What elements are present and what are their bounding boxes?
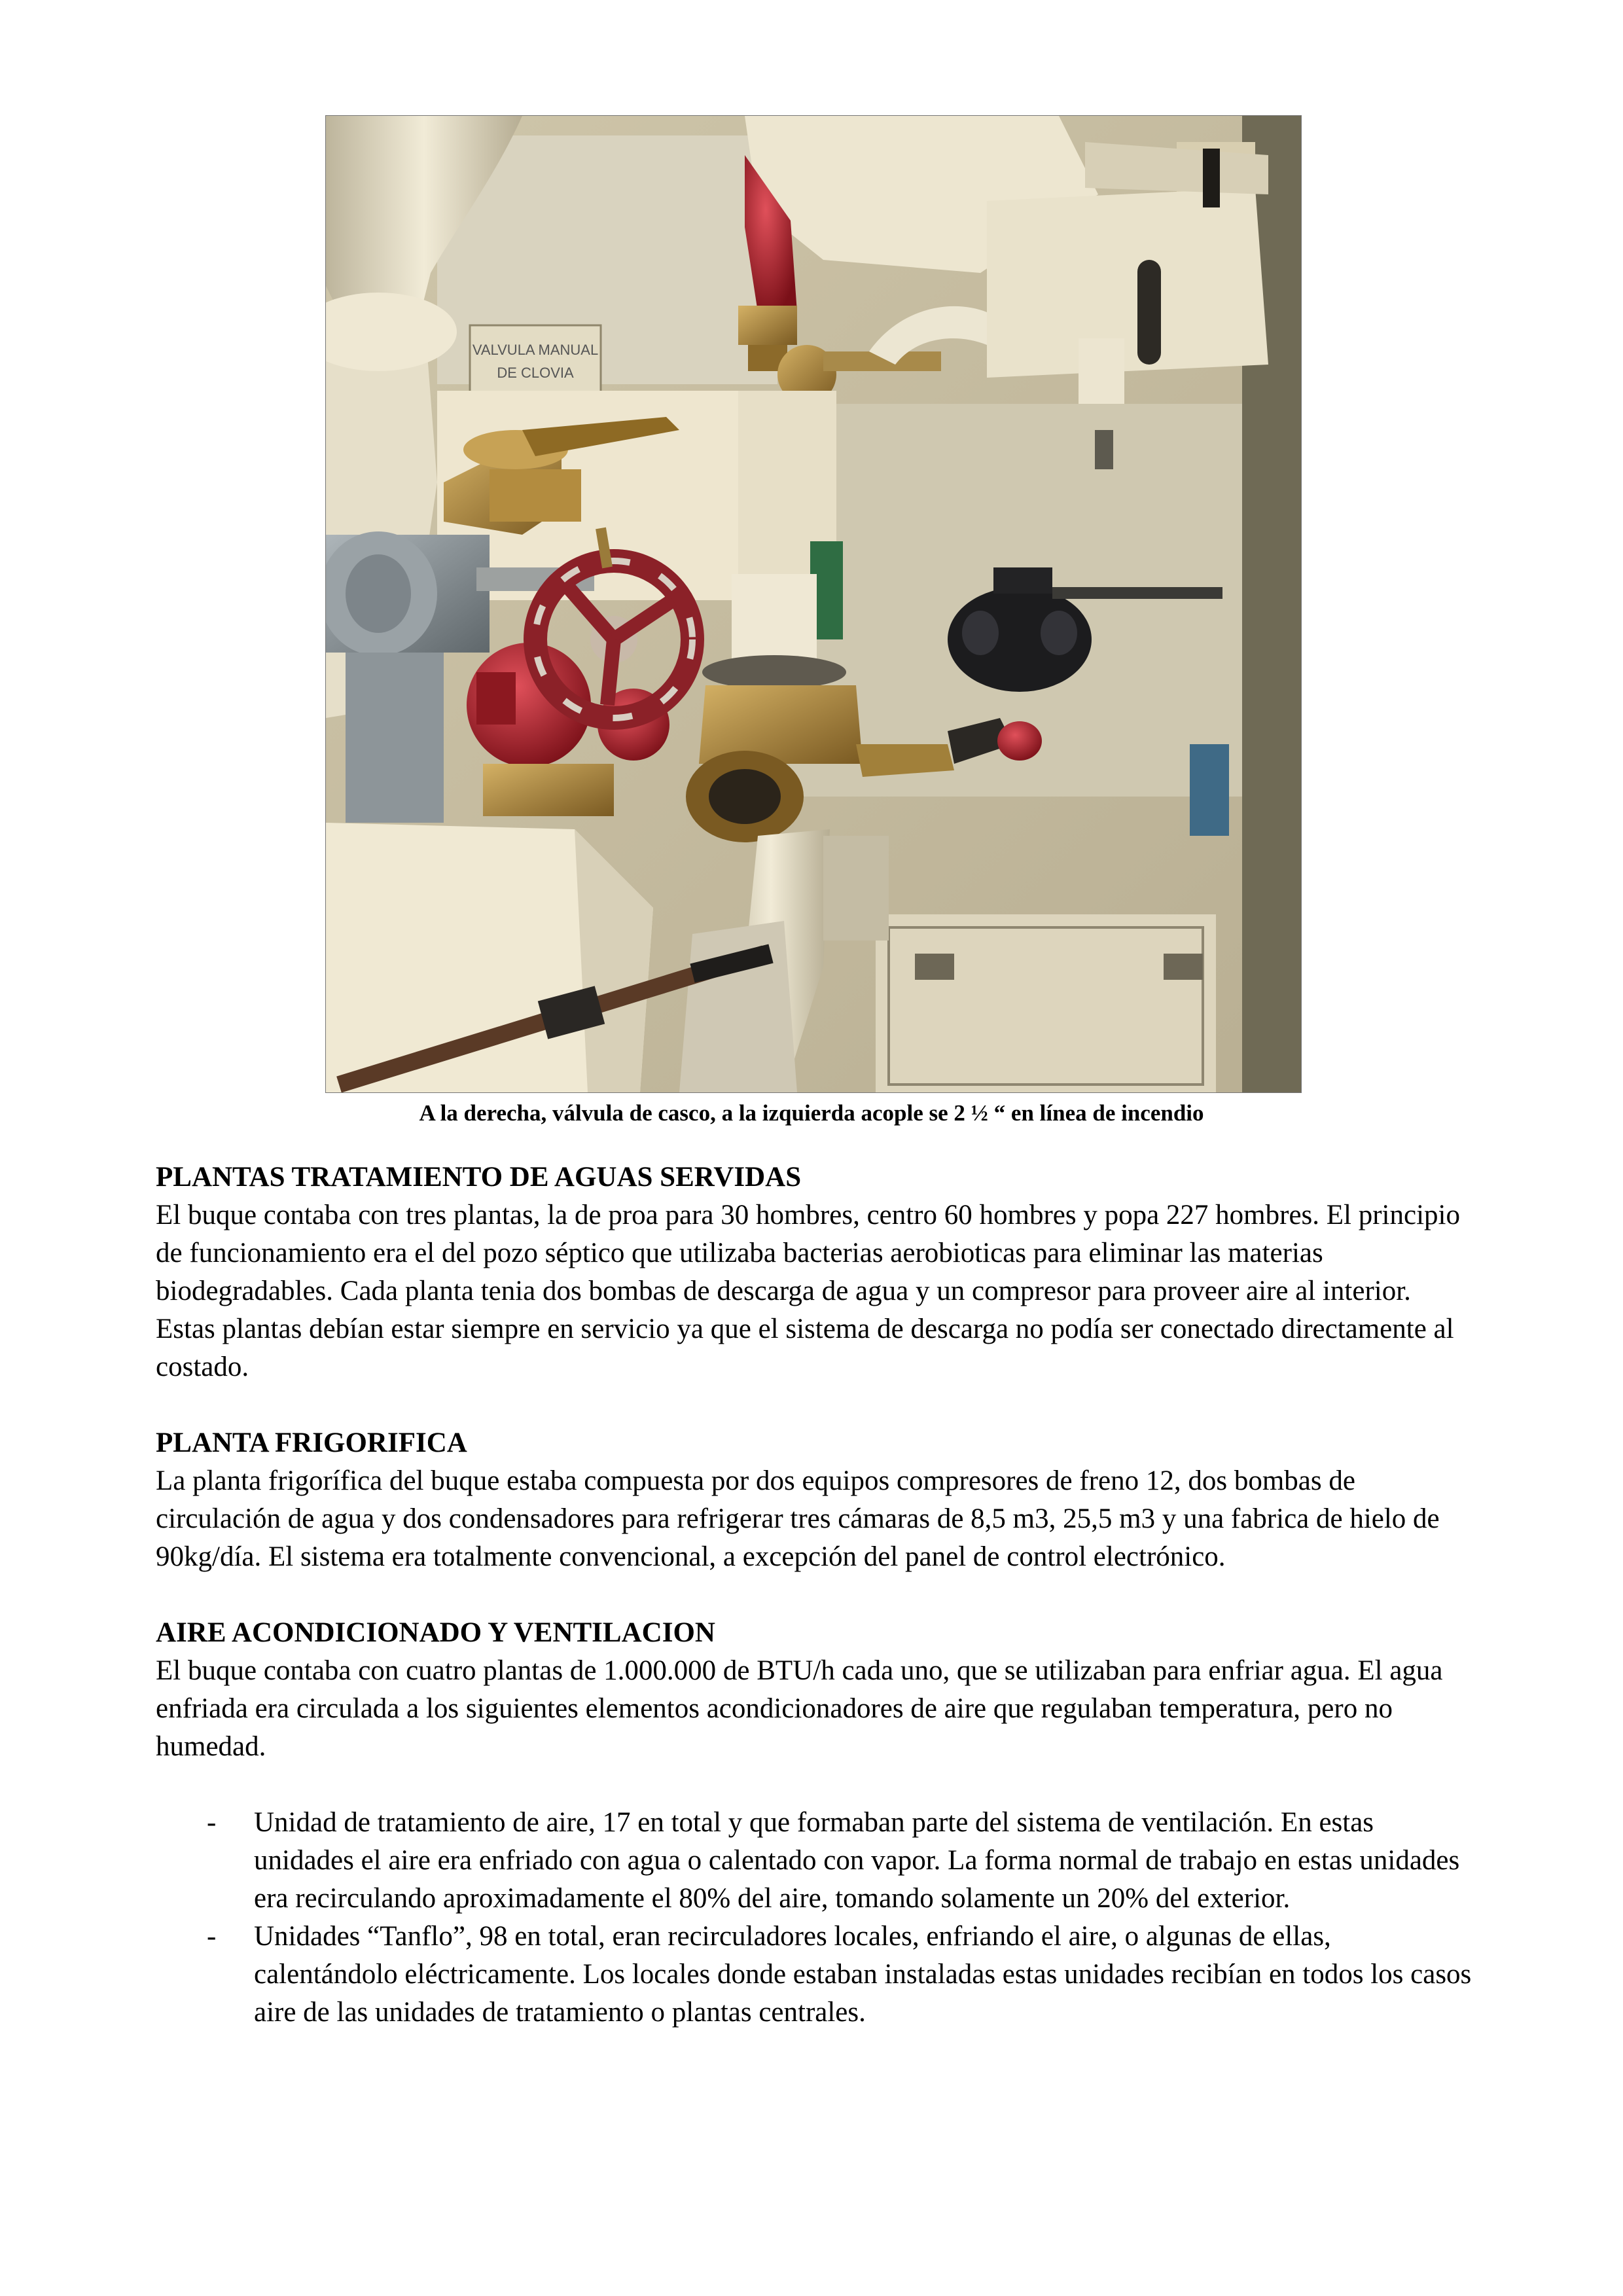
list-item	[156, 1918, 1478, 2032]
section-planta-frigorifica	[156, 1424, 1478, 1576]
list-marker: -	[207, 1807, 217, 1838]
section-heading: PLANTA FRIGORIFICA	[156, 1427, 467, 1458]
list-item-text: Unidad de tratamiento de aire, 17 en total y que formaban parte del sistema de ventilación. En estas unidades el aire era enfriado con agua o calentado con vapor. La forma normal de trabajo en estas unidades era recirculando aproximadamente el 80% del aire, tomando solamente un 20% del exterior.	[254, 1807, 1460, 1914]
wall-sign-line2: DE CLOVIA	[497, 365, 574, 381]
section-aire-acondicionado	[156, 1614, 1478, 2032]
paragraph: El buque contaba con cuatro plantas de 1.000.000 de BTU/h cada uno, que se utilizaban para enfriar agua. El agua enfriada era circulada a los siguientes elementos acondicionadores de aire que regulaban temperatura, pero no humedad.	[156, 1655, 1443, 1762]
section-heading: AIRE ACONDICIONADO Y VENTILACION	[156, 1617, 715, 1648]
engine-room-photo	[325, 115, 1302, 1093]
list-marker: -	[207, 1921, 217, 1952]
paragraph: Estas plantas debían estar siempre en servicio ya que el sistema de descarga no podía ser conectado directamente al costado.	[156, 1314, 1454, 1382]
list-item	[156, 1804, 1478, 1918]
paragraph: La planta frigorífica del buque estaba compuesta por dos equipos compresores de freno 12, dos bombas de circulación de agua y dos condensadores para refrigerar tres cámaras de 8,5 m3, 25,5 m3 y una fabrica de hielo de 90kg/día. El sistema era totalmente convencional, a excepción del panel de control electrónico.	[156, 1465, 1440, 1572]
dash-list	[156, 1804, 1478, 2032]
figure-caption: A la derecha, válvula de casco, a la izquierda acople se 2 ½ “ en línea de incendio	[419, 1100, 1204, 1126]
list-item-text: Unidades “Tanflo”, 98 en total, eran recirculadores locales, enfriando el aire, o algunas de ellas, calentándolo eléctricamente. Los locales donde estaban instaladas estas unidades recibían en todos los casos aire de las unidades de tratamiento o plantas centrales.	[254, 1921, 1472, 2028]
document-body	[156, 1158, 1478, 2070]
section-aguas-servidas	[156, 1158, 1478, 1386]
section-heading: PLANTAS TRATAMIENTO DE AGUAS SERVIDAS	[156, 1162, 802, 1193]
valves-photo-illustration	[326, 116, 1301, 1092]
paragraph: El buque contaba con tres plantas, la de proa para 30 hombres, centro 60 hombres y popa 227 hombres. El principio de funcionamiento era el del pozo séptico que utilizaba bacterias aerobioticas para eliminar las materias biodegradables. Cada planta tenia dos bombas de descarga de agua y un compresor para proveer aire al interior.	[156, 1200, 1460, 1306]
wall-sign-line1: VALVULA MANUAL	[472, 342, 599, 358]
